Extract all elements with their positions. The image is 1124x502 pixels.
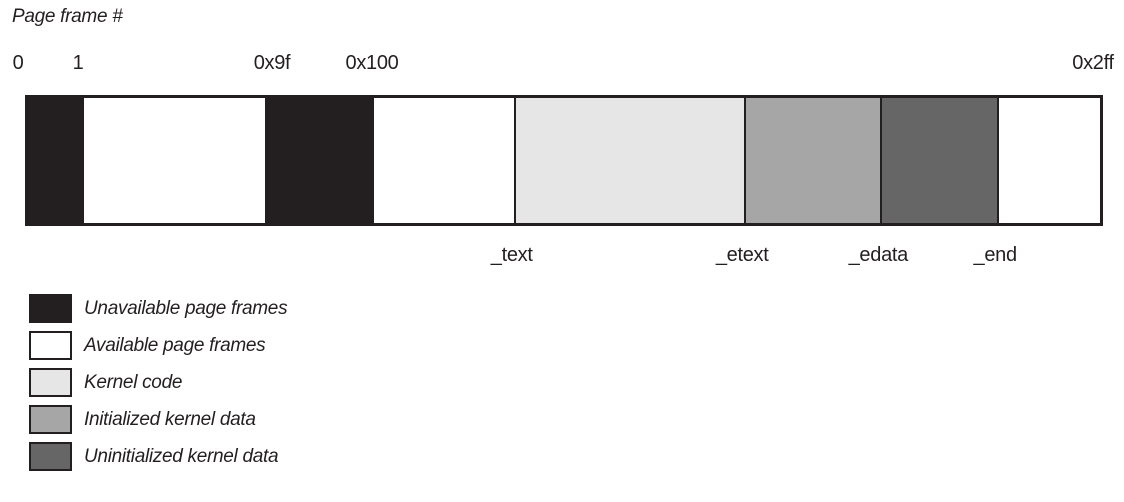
legend-swatch-kernel-code xyxy=(29,368,72,397)
segment-kernel-code xyxy=(515,98,746,223)
frame-label: 0x100 xyxy=(345,52,399,74)
legend-item xyxy=(29,290,287,327)
symbol-label: _edata xyxy=(848,244,908,266)
segment-divider xyxy=(880,98,882,223)
frame-label: 0x9f xyxy=(253,52,291,74)
legend-item xyxy=(29,438,287,475)
diagram-title: Page frame # xyxy=(12,6,123,27)
segment-available xyxy=(84,98,266,223)
segment-divider xyxy=(514,98,516,223)
segment-divider xyxy=(997,98,999,223)
memory-bar xyxy=(25,95,1103,226)
segment-available xyxy=(998,98,1100,223)
legend-swatch-available xyxy=(29,331,72,360)
segment-unavailable xyxy=(265,98,375,223)
legend-swatch-uninit-data xyxy=(29,442,72,471)
legend-item xyxy=(29,401,287,438)
segment-init-data xyxy=(745,98,882,223)
legend-label: Uninitialized kernel data xyxy=(84,445,279,467)
frame-label: 0x2ff xyxy=(1072,52,1114,74)
legend-swatch-unavailable xyxy=(29,294,72,323)
legend-label: Initialized kernel data xyxy=(84,408,256,430)
legend-item xyxy=(29,364,287,401)
legend xyxy=(29,290,287,475)
symbol-label: _etext xyxy=(715,244,769,266)
frame-label: 1 xyxy=(72,52,84,74)
legend-label: Kernel code xyxy=(84,371,183,393)
segment-unavailable xyxy=(28,98,84,223)
legend-label: Available page frames xyxy=(84,334,266,356)
segment-divider xyxy=(744,98,746,223)
segment-uninit-data xyxy=(881,98,998,223)
legend-item xyxy=(29,327,287,364)
symbol-label: _end xyxy=(973,244,1017,266)
legend-label: Unavailable page frames xyxy=(84,297,288,319)
legend-swatch-init-data xyxy=(29,405,72,434)
segment-available xyxy=(374,98,515,223)
frame-label: 0 xyxy=(12,52,24,74)
symbol-label: _text xyxy=(490,244,533,266)
